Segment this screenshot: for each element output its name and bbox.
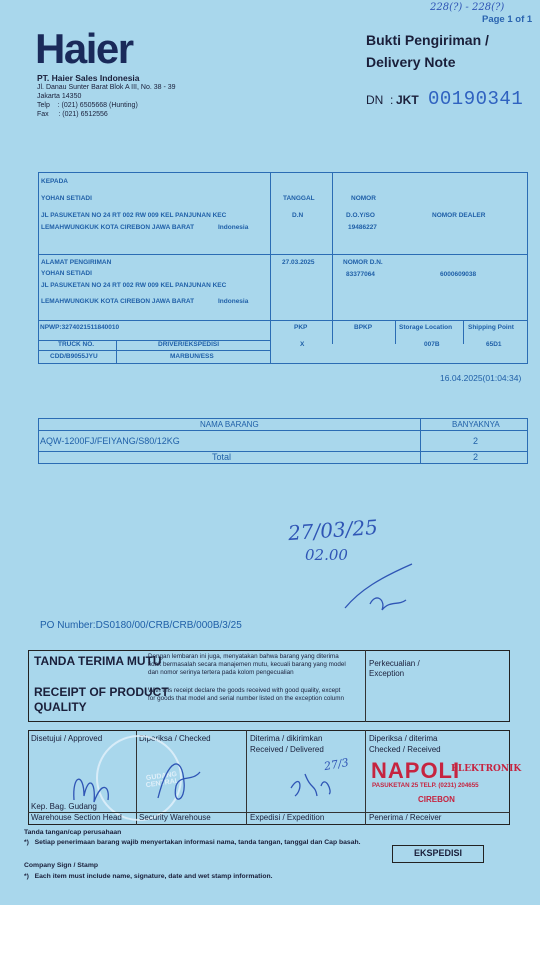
company-telp: Telp : (021) 6505668 (Hunting) bbox=[37, 102, 138, 109]
alamat-label: ALAMAT PENGIRIMAN bbox=[41, 259, 112, 266]
approved-label: Disetujui / Approved bbox=[31, 734, 103, 743]
dn-nomor-label: NOMOR D.N. bbox=[343, 259, 383, 266]
items-divider bbox=[38, 430, 528, 431]
nomor-value: 19486227 bbox=[348, 224, 377, 231]
truck-value: CDD/B9055JYU bbox=[50, 353, 98, 360]
npwp: NPWP:3274021511840010 bbox=[40, 324, 120, 331]
doc-title-line-1: Bukti Pengiriman / bbox=[366, 32, 489, 48]
received-label-2: Checked / Received bbox=[369, 745, 441, 754]
warehouse-head-label-2: Warehouse Section Head bbox=[31, 813, 122, 822]
po-number: PO Number:DS0180/00/CRB/CRB/000B/3/25 bbox=[40, 620, 242, 631]
printed-timestamp: 16.04.2025(01:04:34) bbox=[440, 373, 522, 383]
signature-divider bbox=[246, 730, 247, 825]
nomor-label: NOMOR bbox=[351, 195, 376, 202]
table-divider bbox=[38, 320, 528, 321]
dealer-value: 6000609038 bbox=[440, 271, 477, 278]
company-address-2: Jakarta 14350 bbox=[37, 93, 82, 100]
total-value: 2 bbox=[473, 452, 479, 462]
table-divider bbox=[463, 320, 464, 344]
stamp-city: CIREBON bbox=[418, 795, 455, 804]
note-title-en: Company Sign / Stamp bbox=[24, 862, 99, 869]
table-divider bbox=[395, 320, 396, 344]
doc-title-line-2: Delivery Note bbox=[366, 54, 456, 70]
dn-prefix: JKT bbox=[396, 93, 419, 107]
driver-value: MARBUN/ESS bbox=[170, 353, 214, 360]
driver-label: DRIVER/EKSPEDISI bbox=[158, 341, 220, 348]
shipping-date: 27.03.2025 bbox=[282, 259, 315, 266]
kepada-label: KEPADA bbox=[41, 178, 68, 185]
truck-label: TRUCK NO. bbox=[58, 341, 95, 348]
stamp-elektronik: ELEKTRONIK bbox=[451, 764, 522, 774]
receipt-text-id: Dengan lembaran ini juga, menyatakan bahwa barang yang diterima tidak bermasalah secara manajemen mutu, kecuali barang yang model dan nomor serinya tertera pada kolom pengecualian bbox=[148, 653, 346, 677]
security-label: Security Warehouse bbox=[139, 813, 211, 822]
receipt-text-en: With this receipt declare the goods received with good quality, except for goods that model and serial number listed on the exception column bbox=[148, 687, 345, 703]
recipient-address-1: JL PASUKETAN NO 24 RT 002 RW 009 KEL PANJUNAN KEC bbox=[41, 212, 227, 219]
receipt-title-id: TANDA TERIMA MUTU bbox=[34, 654, 162, 668]
shipping-country: Indonesia bbox=[218, 298, 249, 305]
handwritten-reference: 228(?) - 228(?) bbox=[430, 2, 505, 13]
nomor-sub: D.O.Y/SO bbox=[346, 212, 375, 219]
expedisi-label: Expedisi / Expedition bbox=[250, 813, 325, 822]
items-divider bbox=[420, 418, 421, 464]
dn-number: 00190341 bbox=[428, 88, 524, 110]
penerima-label: Penerima / Receiver bbox=[369, 813, 442, 822]
receipt-divider bbox=[365, 650, 366, 722]
item-name: AQW-1200FJ/FEIYANG/S80/12KG bbox=[40, 436, 180, 446]
pkp-label: PKP bbox=[294, 324, 308, 331]
note-id: *) Setiap penerimaan barang wajib menyertakan informasi nama, tanda tangan, tanggal dan Cap basah. bbox=[24, 839, 361, 846]
company-fax: Fax : (021) 6512556 bbox=[37, 111, 108, 118]
received-label-1: Diperiksa / diterima bbox=[369, 734, 438, 743]
total-label: Total bbox=[212, 452, 232, 462]
haier-logo: Haier bbox=[35, 25, 133, 72]
dn-label: DN : bbox=[366, 93, 394, 107]
note-en: *) Each item must include name, signature, date and wet stamp information. bbox=[24, 873, 273, 880]
col-banyaknya: BANYAKNYA bbox=[452, 420, 500, 429]
dn-nomor-value: 83377064 bbox=[346, 271, 375, 278]
table-divider bbox=[332, 172, 333, 344]
tanggal-label: TANGGAL bbox=[283, 195, 315, 202]
delivered-label-1: Diterima / dikirimkan bbox=[250, 734, 323, 743]
receipt-title-en-1: RECEIPT OF PRODUCT bbox=[34, 685, 169, 699]
handwritten-signature bbox=[340, 560, 420, 615]
checked-label: Diperiksa / Checked bbox=[139, 734, 211, 743]
storage-location-value: 007B bbox=[424, 341, 440, 348]
signature-divider bbox=[365, 730, 366, 825]
ekspedisi-box: EKSPEDISI bbox=[392, 845, 484, 863]
items-divider bbox=[38, 451, 528, 452]
exception-label-2: Exception bbox=[369, 669, 405, 678]
delivery-date-note: 27/3 bbox=[323, 755, 350, 774]
shipping-address-1: JL PASUKETAN NO 24 RT 002 RW 009 KEL PANJUNAN KEC bbox=[41, 282, 227, 289]
company-address-1: Jl. Danau Sunter Barat Blok A III, No. 38 - 39 bbox=[37, 84, 176, 91]
table-divider bbox=[270, 172, 271, 364]
storage-location-label: Storage Location bbox=[399, 324, 453, 331]
item-qty: 2 bbox=[473, 436, 479, 446]
recipient-country: Indonesia bbox=[218, 224, 249, 231]
warehouse-stamp-text: GUDANG CENTRAL bbox=[145, 770, 180, 790]
tanggal-value: D.N bbox=[292, 212, 304, 219]
note-title-id: Tanda tangan/cap perusahaan bbox=[24, 829, 122, 836]
pkp-value: X bbox=[300, 341, 305, 348]
exception-label-1: Perkecualian / bbox=[369, 659, 420, 668]
receipt-title-en-2: QUALITY bbox=[34, 700, 87, 714]
shipping-address-2: LEMAHWUNGKUK KOTA CIREBON JAWA BARAT bbox=[41, 298, 195, 305]
shipping-name: YOHAN SETIADI bbox=[41, 270, 92, 277]
warehouse-head-label-1: Kep. Bag. Gudang bbox=[31, 802, 97, 811]
delivered-label-2: Received / Delivered bbox=[250, 745, 324, 754]
shipping-point-label: Shipping Point bbox=[468, 324, 514, 331]
page-indicator: Page 1 of 1 bbox=[482, 14, 533, 25]
dealer-label: NOMOR DEALER bbox=[432, 212, 486, 219]
table-divider bbox=[116, 340, 117, 364]
recipient-address-2: LEMAHWUNGKUK KOTA CIREBON JAWA BARAT bbox=[41, 224, 195, 231]
shipping-point-value: 65D1 bbox=[486, 341, 502, 348]
handwritten-date: 27/03/25 bbox=[287, 514, 379, 546]
recipient-name: YOHAN SETIADI bbox=[41, 195, 92, 202]
table-divider bbox=[38, 350, 270, 351]
stamp-address: PASUKETAN 25 TELP. (0231) 204655 bbox=[372, 782, 479, 789]
table-divider bbox=[38, 254, 528, 255]
stamp-napoli: NAPOLI bbox=[371, 758, 461, 783]
col-nama-barang: NAMA BARANG bbox=[200, 420, 259, 429]
handwritten-time: 02.00 bbox=[305, 546, 348, 564]
bpkp-label: BPKP bbox=[354, 324, 373, 331]
company-name: PT. Haier Sales Indonesia bbox=[37, 73, 140, 83]
